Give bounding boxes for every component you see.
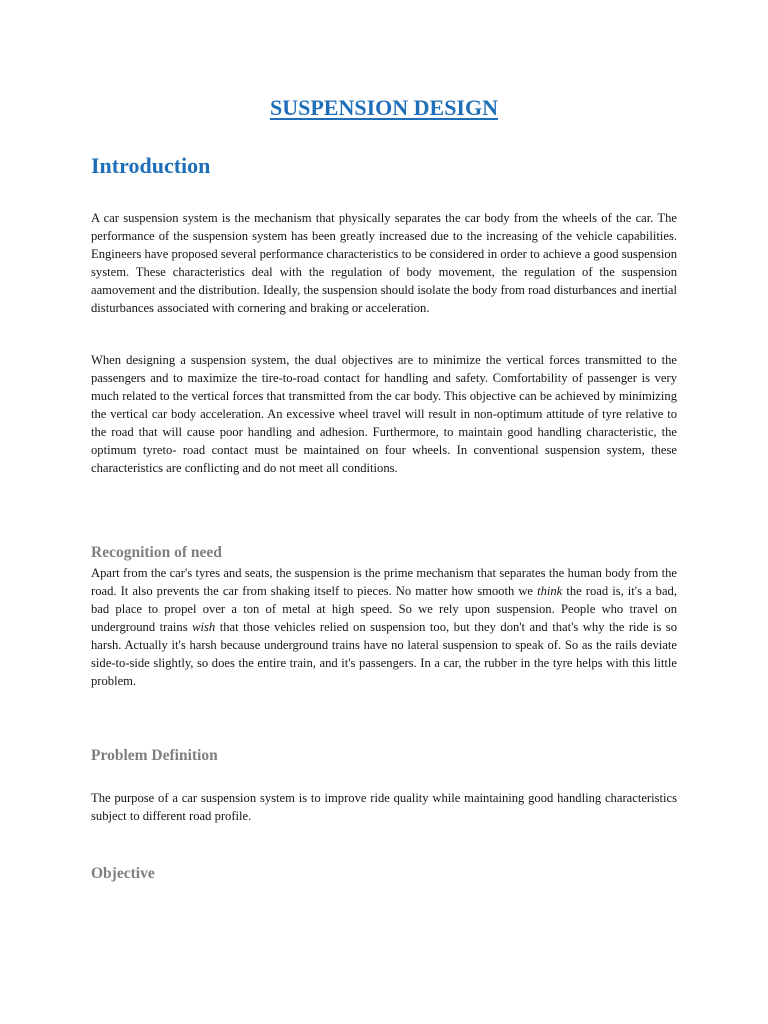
problem-definition-heading: Problem Definition xyxy=(91,747,218,764)
introduction-paragraph-1: A car suspension system is the mechanism that physically separates the car body from the wheels of the car. The performance of the suspension system has been greatly increased due to the increasing of the vehicle capabilities. Engineers have proposed several performance characteristics to be considered in order to achieve a good suspension system. These characteristics deal with the regulation of body movement, the regulation of the suspension aamovement and the distribution. Ideally, the suspension should isolate the body from road disturbances and inertial disturbances associated with cornering and braking or acceleration. xyxy=(91,211,677,315)
problem-definition-paragraph: The purpose of a car suspension system is to improve ride quality while maintaining good handling characteristics subject to different road profile. xyxy=(91,791,677,823)
introduction-paragraph-2: When designing a suspension system, the dual objectives are to minimize the vertical forces transmitted to the passengers and to maximize the tire-to-road contact for handling and safety. Comfortability of passenger is very much related to the vertical forces that transmitted from the car body. This objective can be achieved by minimizing the vertical car body acceleration. An excessive wheel travel will result in non-optimum attitude of tyre relative to the road that will cause poor handling and adhesion. Furthermore, to maintain good handling characteristic, the optimum tyreto- road contact must be maintained on four wheels. In conventional suspension system, these characteristics are conflicting and do not meet all conditions. xyxy=(91,353,677,475)
recognition-of-need-heading: Recognition of need xyxy=(91,544,222,561)
recognition-text-part-3: that those vehicles relied on suspension too, but they don't and that's why the ride is so harsh. Actually it's harsh because underground trains have no lateral suspension to speak of. So as the rails deviate side-to-side slightly, so does the entire train, and it's passengers. In a car, the rubber in the tyre helps with this little problem. xyxy=(91,620,677,688)
recognition-text-part-2: the road is, it's a bad, bad place to propel over a ton of metal at high speed. So we rely upon suspension. People who travel on underground trains xyxy=(91,584,677,634)
objective-heading: Objective xyxy=(91,865,155,882)
introduction-heading: Introduction xyxy=(91,153,211,178)
recognition-italic-think: think xyxy=(537,584,563,598)
recognition-of-need-paragraph xyxy=(91,564,677,690)
document-title: SUSPENSION DESIGN xyxy=(269,95,498,120)
recognition-text-part-1: Apart from the car's tyres and seats, the suspension is the prime mechanism that separates the human body from the road. It also prevents the car from shaking itself to pieces. No matter how smooth we xyxy=(91,566,677,598)
recognition-italic-wish: wish xyxy=(192,620,216,634)
